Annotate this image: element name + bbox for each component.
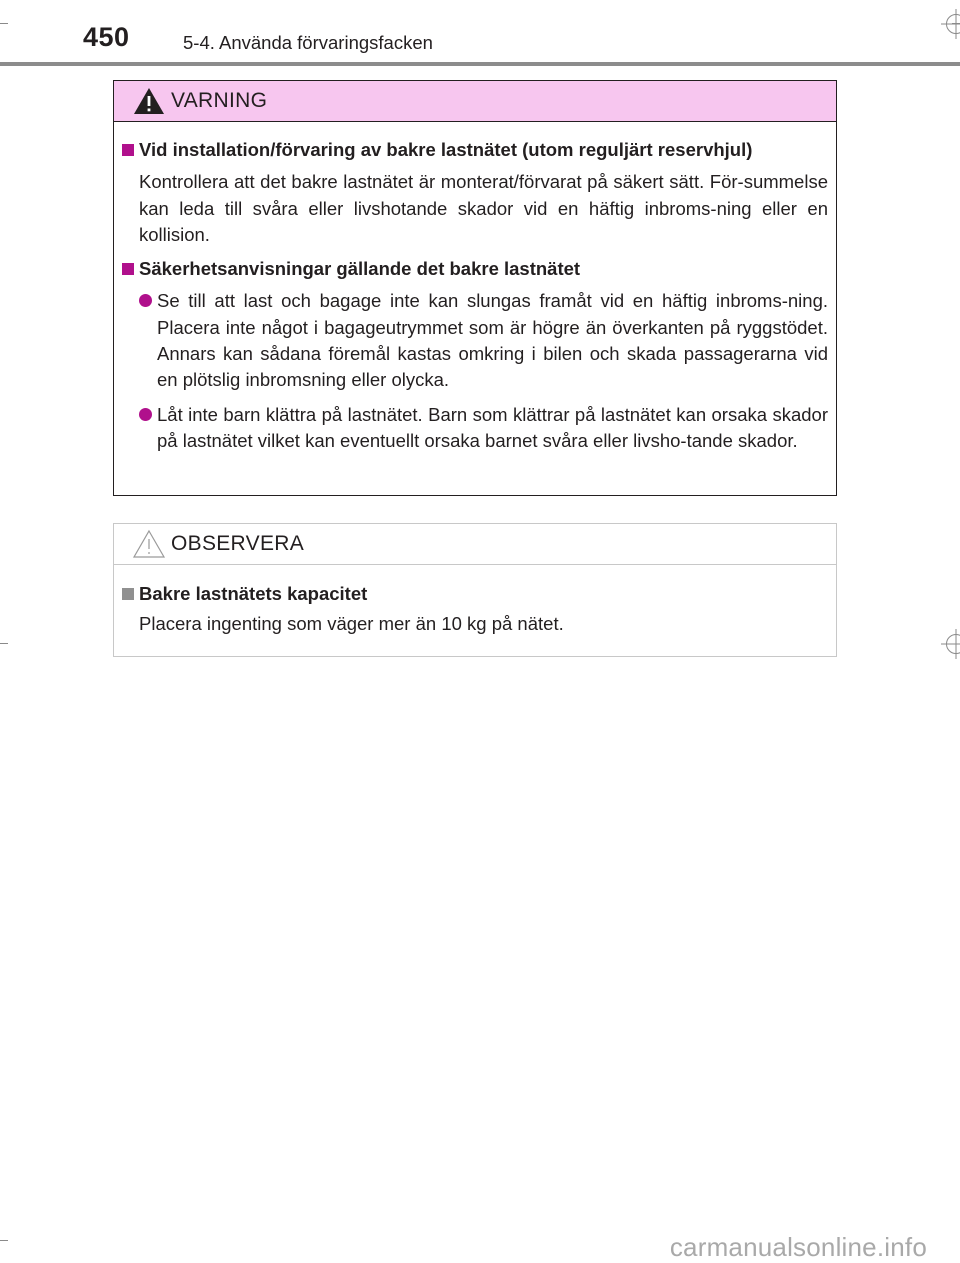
round-bullet-icon (139, 408, 152, 421)
crop-mark (0, 1240, 8, 1241)
caution-triangle-outline-icon (132, 529, 166, 559)
crop-mark (0, 643, 8, 644)
square-bullet-icon (122, 588, 134, 600)
square-bullet-icon (122, 144, 134, 156)
watermark-link[interactable]: carmanualsonline.info (669, 1232, 927, 1262)
warning-content (122, 137, 828, 454)
section-title: 5-4. Använda förvaringsfacken (183, 32, 433, 53)
registration-mark-icon (946, 634, 960, 654)
warning-box (113, 80, 837, 496)
registration-mark-icon (946, 14, 960, 34)
list-item-text: Se till att last och bagage inte kan slungas framåt vid en häftig inbroms-ning. Placera inte något i bagageutrymmet som är högre än överkanten på ryggstödet. Annars kan sådana föremål kastas omkring i bilen och skada passagerarna vid en plötslig inbromsning eller olycka. (157, 290, 828, 391)
list-item-text: Låt inte barn klättra på lastnätet. Barn som klättrar på lastnätet kan orsaka skador på lastnätet vilket kan eventuellt orsaka barnet svåra eller livsho-tande skador. (157, 403, 828, 451)
list-item (122, 288, 828, 393)
crop-mark (0, 23, 8, 24)
warning-triangle-icon (132, 86, 166, 116)
header-rule (0, 62, 960, 66)
list-item (122, 402, 828, 455)
section-paragraph: Kontrollera att det bakre lastnätet är monterat/förvarat på säkert sätt. För-summelse kan leda till svåra eller livshotande skador vid en häftig inbroms-ning eller en kollision. (139, 171, 828, 245)
section-heading-text: Bakre lastnätets kapacitet (139, 583, 368, 604)
notice-content (122, 581, 828, 638)
section-paragraph: Placera ingenting som väger mer än 10 kg på nätet. (139, 613, 564, 635)
notice-box (113, 523, 837, 657)
section-heading (122, 137, 828, 163)
square-bullet-icon (122, 263, 134, 275)
round-bullet-icon (139, 294, 152, 307)
warning-header (114, 81, 836, 122)
section-heading (122, 256, 828, 282)
notice-header (114, 524, 836, 565)
notice-label: OBSERVERA (171, 532, 305, 555)
section-heading-text: Säkerhetsanvisningar gällande det bakre lastnätet (139, 258, 581, 280)
warning-label: VARNING (171, 89, 268, 112)
page-number: 450 (83, 22, 130, 52)
section-heading-text: Vid installation/förvaring av bakre lastnätet (utom reguljärt reservhjul) (139, 139, 753, 160)
section-heading (122, 581, 828, 607)
